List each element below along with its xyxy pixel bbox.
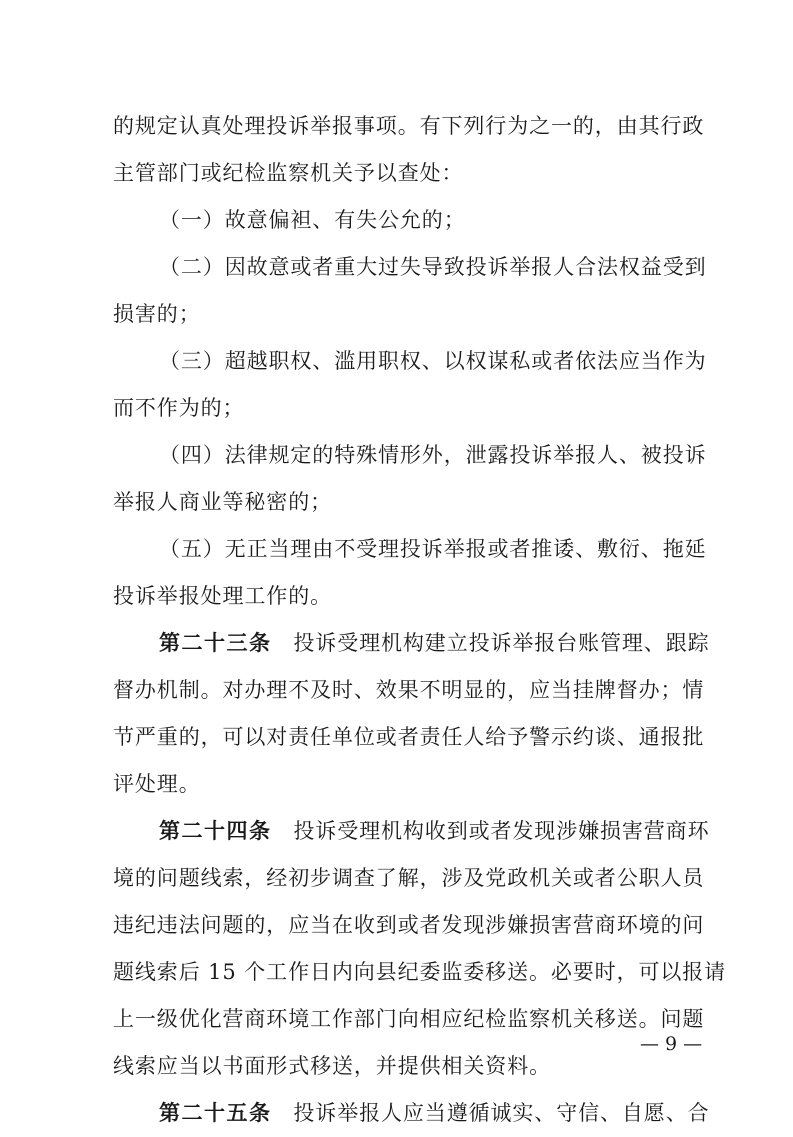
text-line — [113, 432, 707, 479]
line-text: （三）超越职权、滥用职权、以权谋私或者依法应当作为 — [159, 349, 707, 373]
document-body — [113, 103, 727, 1137]
line-text: 督办机制。对办理不及时、效果不明显的，应当挂牌督办；情 — [113, 678, 705, 702]
text-line — [113, 150, 693, 197]
text-line — [113, 949, 727, 996]
text-line — [113, 103, 705, 150]
text-line — [113, 902, 705, 949]
line-text: 投诉举报人应当遵循诚实、守信、自愿、合 — [271, 1101, 710, 1125]
text-line — [113, 855, 705, 902]
text-line — [113, 714, 705, 761]
text-line — [113, 526, 707, 573]
article-line — [113, 808, 710, 855]
line-text: （五）无正当理由不受理投诉举报或者推诿、敷衍、拖延 — [159, 537, 707, 561]
line-text: 损害的； — [113, 302, 201, 326]
article-line — [113, 620, 710, 667]
text-line — [113, 385, 693, 432]
line-text: （一）故意偏袒、有失公允的； — [159, 208, 466, 232]
text-line — [113, 996, 705, 1043]
text-line — [113, 667, 705, 714]
text-line — [113, 291, 693, 338]
text-line — [113, 479, 693, 526]
text-line — [113, 197, 693, 244]
article-title: 第二十四条 — [159, 819, 272, 843]
line-text: 主管部门或纪检监察机关予以查处： — [113, 161, 464, 185]
line-text: 上一级优化营商环境工作部门向相应纪检监察机关移送。问题 — [113, 1007, 705, 1031]
line-text: 题线索后 15 个工作日内向县纪委监委移送。必要时，可以报请 — [113, 960, 727, 984]
line-text: 线索应当以书面形式移送，并提供相关资料。 — [113, 1054, 551, 1078]
line-text: （二）因故意或者重大过失导致投诉举报人合法权益受到 — [159, 255, 707, 279]
line-text: 而不作为的； — [113, 396, 245, 420]
line-text: 违纪违法问题的，应当在收到或者发现涉嫌损害营商环境的问 — [113, 913, 705, 937]
article-line — [113, 1090, 710, 1137]
text-line — [113, 244, 707, 291]
line-text: 投诉受理机构建立投诉举报台账管理、跟踪 — [271, 631, 710, 655]
line-text: 评处理。 — [113, 772, 201, 796]
text-line — [113, 338, 707, 385]
line-text: 节严重的，可以对责任单位或者责任人给予警示约谈、通报批 — [113, 725, 705, 749]
line-text: 境的问题线索，经初步调查了解，涉及党政机关或者公职人员 — [113, 866, 705, 890]
line-text: 举报人商业等秘密的； — [113, 490, 332, 514]
text-line — [113, 573, 693, 620]
text-line — [113, 1043, 693, 1090]
article-title: 第二十五条 — [159, 1101, 272, 1125]
article-title: 第二十三条 — [159, 631, 272, 655]
line-text: 投诉举报处理工作的。 — [113, 584, 332, 608]
page-number: — 9 — — [640, 1033, 703, 1055]
line-text: 的规定认真处理投诉举报事项。有下列行为之一的，由其行政 — [113, 114, 705, 138]
line-text: （四）法律规定的特殊情形外，泄露投诉举报人、被投诉 — [159, 443, 707, 467]
line-text: 投诉受理机构收到或者发现涉嫌损害营商环 — [271, 819, 710, 843]
text-line — [113, 761, 693, 808]
